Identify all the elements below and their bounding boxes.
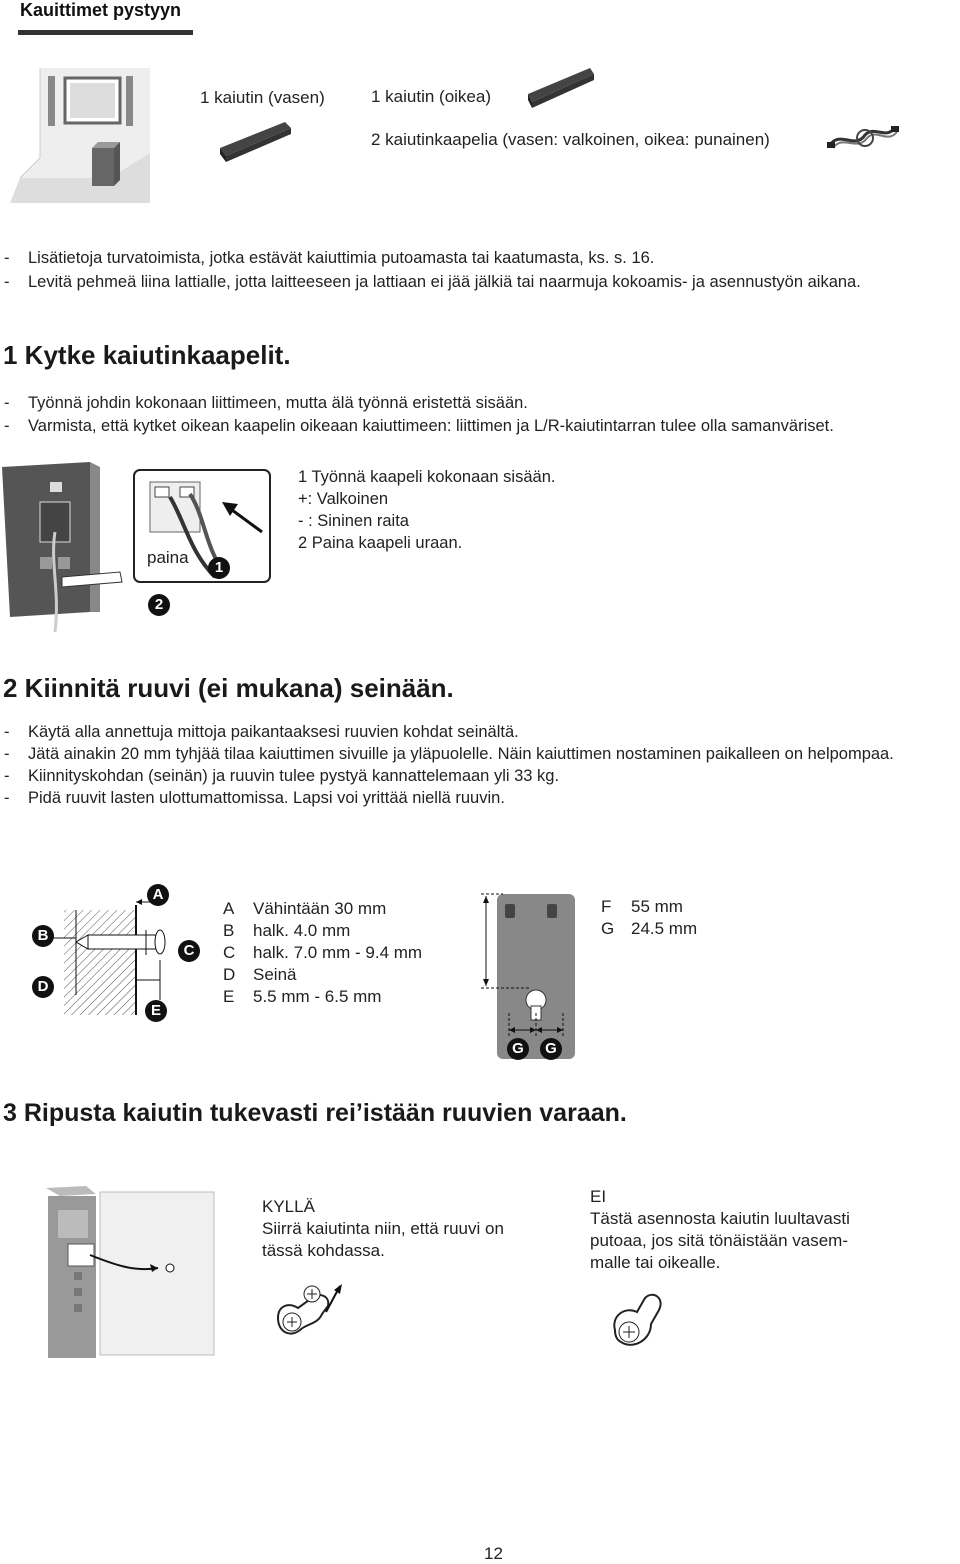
no-text: malle tai oikealle. — [590, 1253, 721, 1272]
callout-G-right: G — [540, 1038, 562, 1060]
instruction-line: 1 Työnnä kaapeli kokonaan sisään. — [298, 468, 556, 486]
step2-bullets — [0, 721, 935, 809]
instruction-line: +: Valkoinen — [298, 490, 389, 508]
step1-instructions — [298, 466, 555, 554]
header-underline — [18, 30, 193, 35]
bullet-item: - Pidä ruuvit lasten ulottumattomissa. Lapsi voi yrittää niellä ruuvin. — [0, 787, 935, 809]
callout-C: C — [178, 940, 200, 962]
step3-heading: 3 Ripusta kaiutin tukevasti rei’istään ruuvien varaan. — [3, 1099, 627, 1127]
no-text: Tästä asennosta kaiutin luultavasti — [590, 1209, 850, 1228]
note-item: - Lisätietoja turvatoimista, jotka estävät kaiuttimia putoamasta tai kaatumasta, ks. s. 16. — [0, 247, 950, 269]
badge-step-1: 1 — [208, 557, 230, 579]
speaker-left-image — [215, 120, 295, 165]
no-text: putoaa, jos sitä tönäistään vasem- — [590, 1231, 848, 1250]
dimension-row: G 24.5 mm — [601, 919, 698, 938]
dimension-row: C halk. 7.0 mm - 9.4 mm — [223, 943, 423, 962]
instruction-line: - : Sininen raita — [298, 512, 409, 530]
room-illustration — [10, 68, 150, 203]
yes-block — [262, 1196, 504, 1262]
bullet-item: - Käytä alla annettuja mittoja paikantaaksesi ruuvien kohdat seinältä. — [0, 721, 935, 743]
dimension-row: F 55 mm — [601, 897, 683, 916]
dimension-list-right — [601, 896, 697, 940]
callout-A: A — [147, 884, 169, 906]
step1-heading: 1 Kytke kaiutinkaapelit. — [3, 340, 291, 370]
cable-connection-figure — [0, 462, 280, 637]
instruction-line: 2 Paina kaapeli uraan. — [298, 534, 463, 552]
bullet-item: - Jätä ainakin 20 mm tyhjää tilaa kaiuttimen sivuille ja yläpuolelle. Näin kaiuttimen nostaminen paikalleen on helpompaa. — [0, 743, 935, 765]
badge-step-2: 2 — [148, 594, 170, 616]
no-title: EI — [590, 1187, 607, 1206]
bullet-item: - Kiinnityskohdan (seinän) ja ruuvin tulee pystyä kannattelemaan yli 33 kg. — [0, 765, 935, 787]
dimension-list-left — [223, 898, 422, 1008]
yes-title: KYLLÄ — [262, 1197, 315, 1216]
part-cables: 2 kaiutinkaapelia (vasen: valkoinen, oikea: punainen) — [371, 130, 770, 149]
callout-G-left: G — [507, 1038, 529, 1060]
speaker-back-diagram — [475, 888, 585, 1063]
yes-text: tässä kohdassa. — [262, 1241, 385, 1260]
note-item: - Levitä pehmeä liina lattialle, jotta laitteeseen ja lattiaan ei jää jälkiä tai naarmuja kokoamis- ja asennustyön aikana. — [0, 271, 950, 293]
page-number: 12 — [484, 1544, 503, 1563]
cables-image — [825, 120, 900, 155]
figure-label-press: paina — [147, 548, 189, 567]
bullet-item: - Työnnä johdin kokonaan liittimeen, mutta älä työnnä eristettä sisään. — [0, 392, 950, 414]
no-block — [590, 1186, 850, 1274]
callout-E: E — [145, 1000, 167, 1022]
part-left-speaker: 1 kaiutin (vasen) — [200, 88, 325, 107]
bullet-item: - Varmista, että kytket oikean kaapelin oikeaan kaiuttimeen: liittimen ja L/R-kaiutintarran tulee olla samanväriset. — [0, 415, 950, 437]
dimension-row: A Vähintään 30 mm — [223, 899, 387, 918]
step1-bullets — [0, 392, 950, 437]
speaker-hanging-diagram — [40, 1180, 220, 1360]
general-notes — [0, 247, 950, 293]
speaker-right-image — [524, 66, 596, 111]
callout-D: D — [32, 976, 54, 998]
dimension-row: E 5.5 mm - 6.5 mm — [223, 987, 382, 1006]
page-header: Kauittimet pystyyn — [20, 0, 182, 20]
callout-B: B — [32, 925, 54, 947]
keyhole-incorrect-diagram — [605, 1288, 675, 1358]
dimension-row: D Seinä — [223, 965, 297, 984]
part-right-speaker: 1 kaiutin (oikea) — [371, 87, 492, 106]
keyhole-correct-diagram — [270, 1278, 360, 1348]
dimension-row: B halk. 4.0 mm — [223, 921, 351, 940]
step2-heading: 2 Kiinnitä ruuvi (ei mukana) seinään. — [3, 673, 454, 703]
yes-text: Siirrä kaiutinta niin, että ruuvi on — [262, 1219, 504, 1238]
